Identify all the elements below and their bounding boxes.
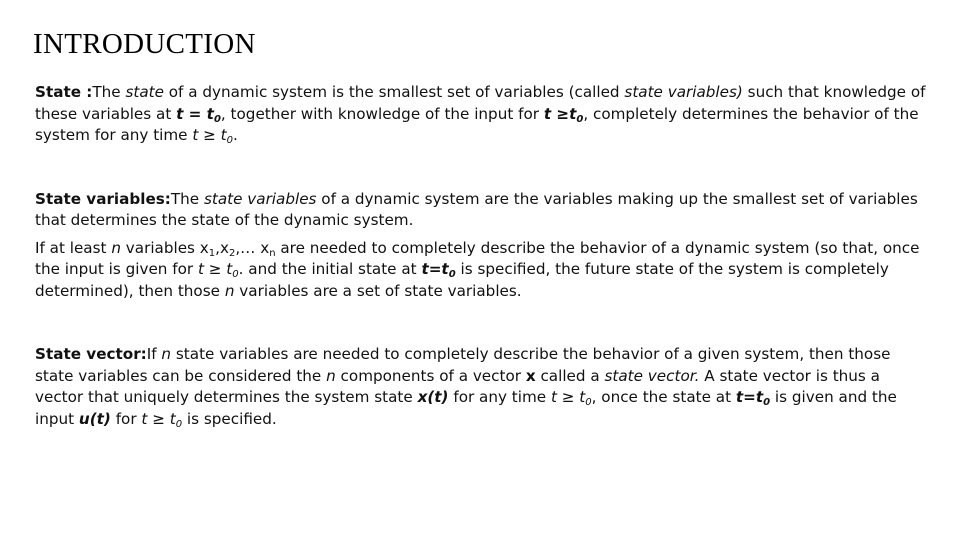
state-vector-label: State vector:: [35, 345, 147, 363]
text: A state vector is thus a vector that uniquely determines the system state: [35, 366, 880, 406]
text: is given and the input: [35, 388, 897, 428]
term-state-variables: state variables): [624, 83, 743, 101]
math: $t = t_0$: [176, 104, 221, 125]
text: The: [170, 189, 204, 208]
n-variables-paragraph: [35, 238, 930, 303]
text: .: [233, 126, 238, 144]
text: ,… x: [235, 238, 270, 257]
text: variables x: [120, 238, 209, 257]
math-vector: x: [525, 366, 536, 385]
term-state-variables: state variables: [203, 189, 317, 208]
text: . and the initial state at: [238, 260, 422, 278]
math: n: [161, 345, 172, 363]
text: for any time: [448, 388, 551, 406]
state-variables-label: State variables:: [35, 189, 171, 208]
math: t ≥ t: [141, 409, 176, 428]
text: state variables are needed to completely describe the behavior of a given system, then those state variables can be considered the: [35, 345, 891, 385]
text: called a: [535, 366, 605, 385]
math-subscript: 1: [208, 247, 216, 259]
math: $t=t_0$: [735, 388, 771, 408]
math: $t=t_0$: [421, 260, 456, 280]
text: If: [146, 345, 162, 363]
text: is specified, the future state of the system is completely determined), then those: [35, 260, 889, 300]
math-subscript: 0: [232, 269, 239, 280]
term-state: state: [125, 83, 164, 101]
text: are needed to completely describe the behavior of a dynamic system (so that, once the input is given for: [35, 238, 920, 278]
text: ,x: [215, 238, 229, 257]
text: of a dynamic system is the smallest set of variables (called: [163, 83, 625, 101]
text: If at least: [35, 238, 112, 257]
text: The: [92, 83, 126, 101]
math: n: [111, 238, 121, 257]
state-label: State :: [35, 83, 93, 101]
page-title: INTRODUCTION: [33, 28, 256, 60]
math: t ≥ t: [197, 260, 233, 278]
text: variables are a set of state variables.: [234, 281, 522, 300]
math: t ≥ t: [550, 388, 586, 406]
text: , completely determines the behavior of the system for any time: [35, 104, 919, 144]
math-subscript: 2: [228, 247, 236, 259]
math-subscript: 0: [585, 397, 592, 408]
text: such that knowledge of these variables at: [35, 83, 926, 123]
text: is specified.: [182, 409, 277, 428]
math-subscript: n: [269, 247, 276, 259]
text: , once the state at: [591, 388, 736, 406]
math: n: [224, 281, 235, 300]
math: n: [326, 366, 336, 385]
term-state-vector: state vector.: [604, 366, 700, 385]
state-definition: [35, 82, 930, 147]
text: for: [110, 409, 142, 428]
math-subscript: 0: [226, 135, 234, 146]
text: , together with knowledge of the input for: [220, 104, 544, 123]
math: $t \ge t_0$: [543, 104, 584, 125]
text: components of a vector: [335, 366, 526, 385]
math: u(t): [78, 409, 111, 428]
math: t ≥ t: [192, 126, 227, 144]
state-vector-definition: [35, 344, 930, 430]
math-subscript: 0: [175, 418, 183, 430]
math: x(t): [417, 388, 449, 406]
content-body: [35, 82, 930, 430]
state-variables-definition: [35, 189, 930, 232]
text: of a dynamic system are the variables making up the smallest set of variables that determines the state of the dynamic system.: [35, 189, 918, 229]
